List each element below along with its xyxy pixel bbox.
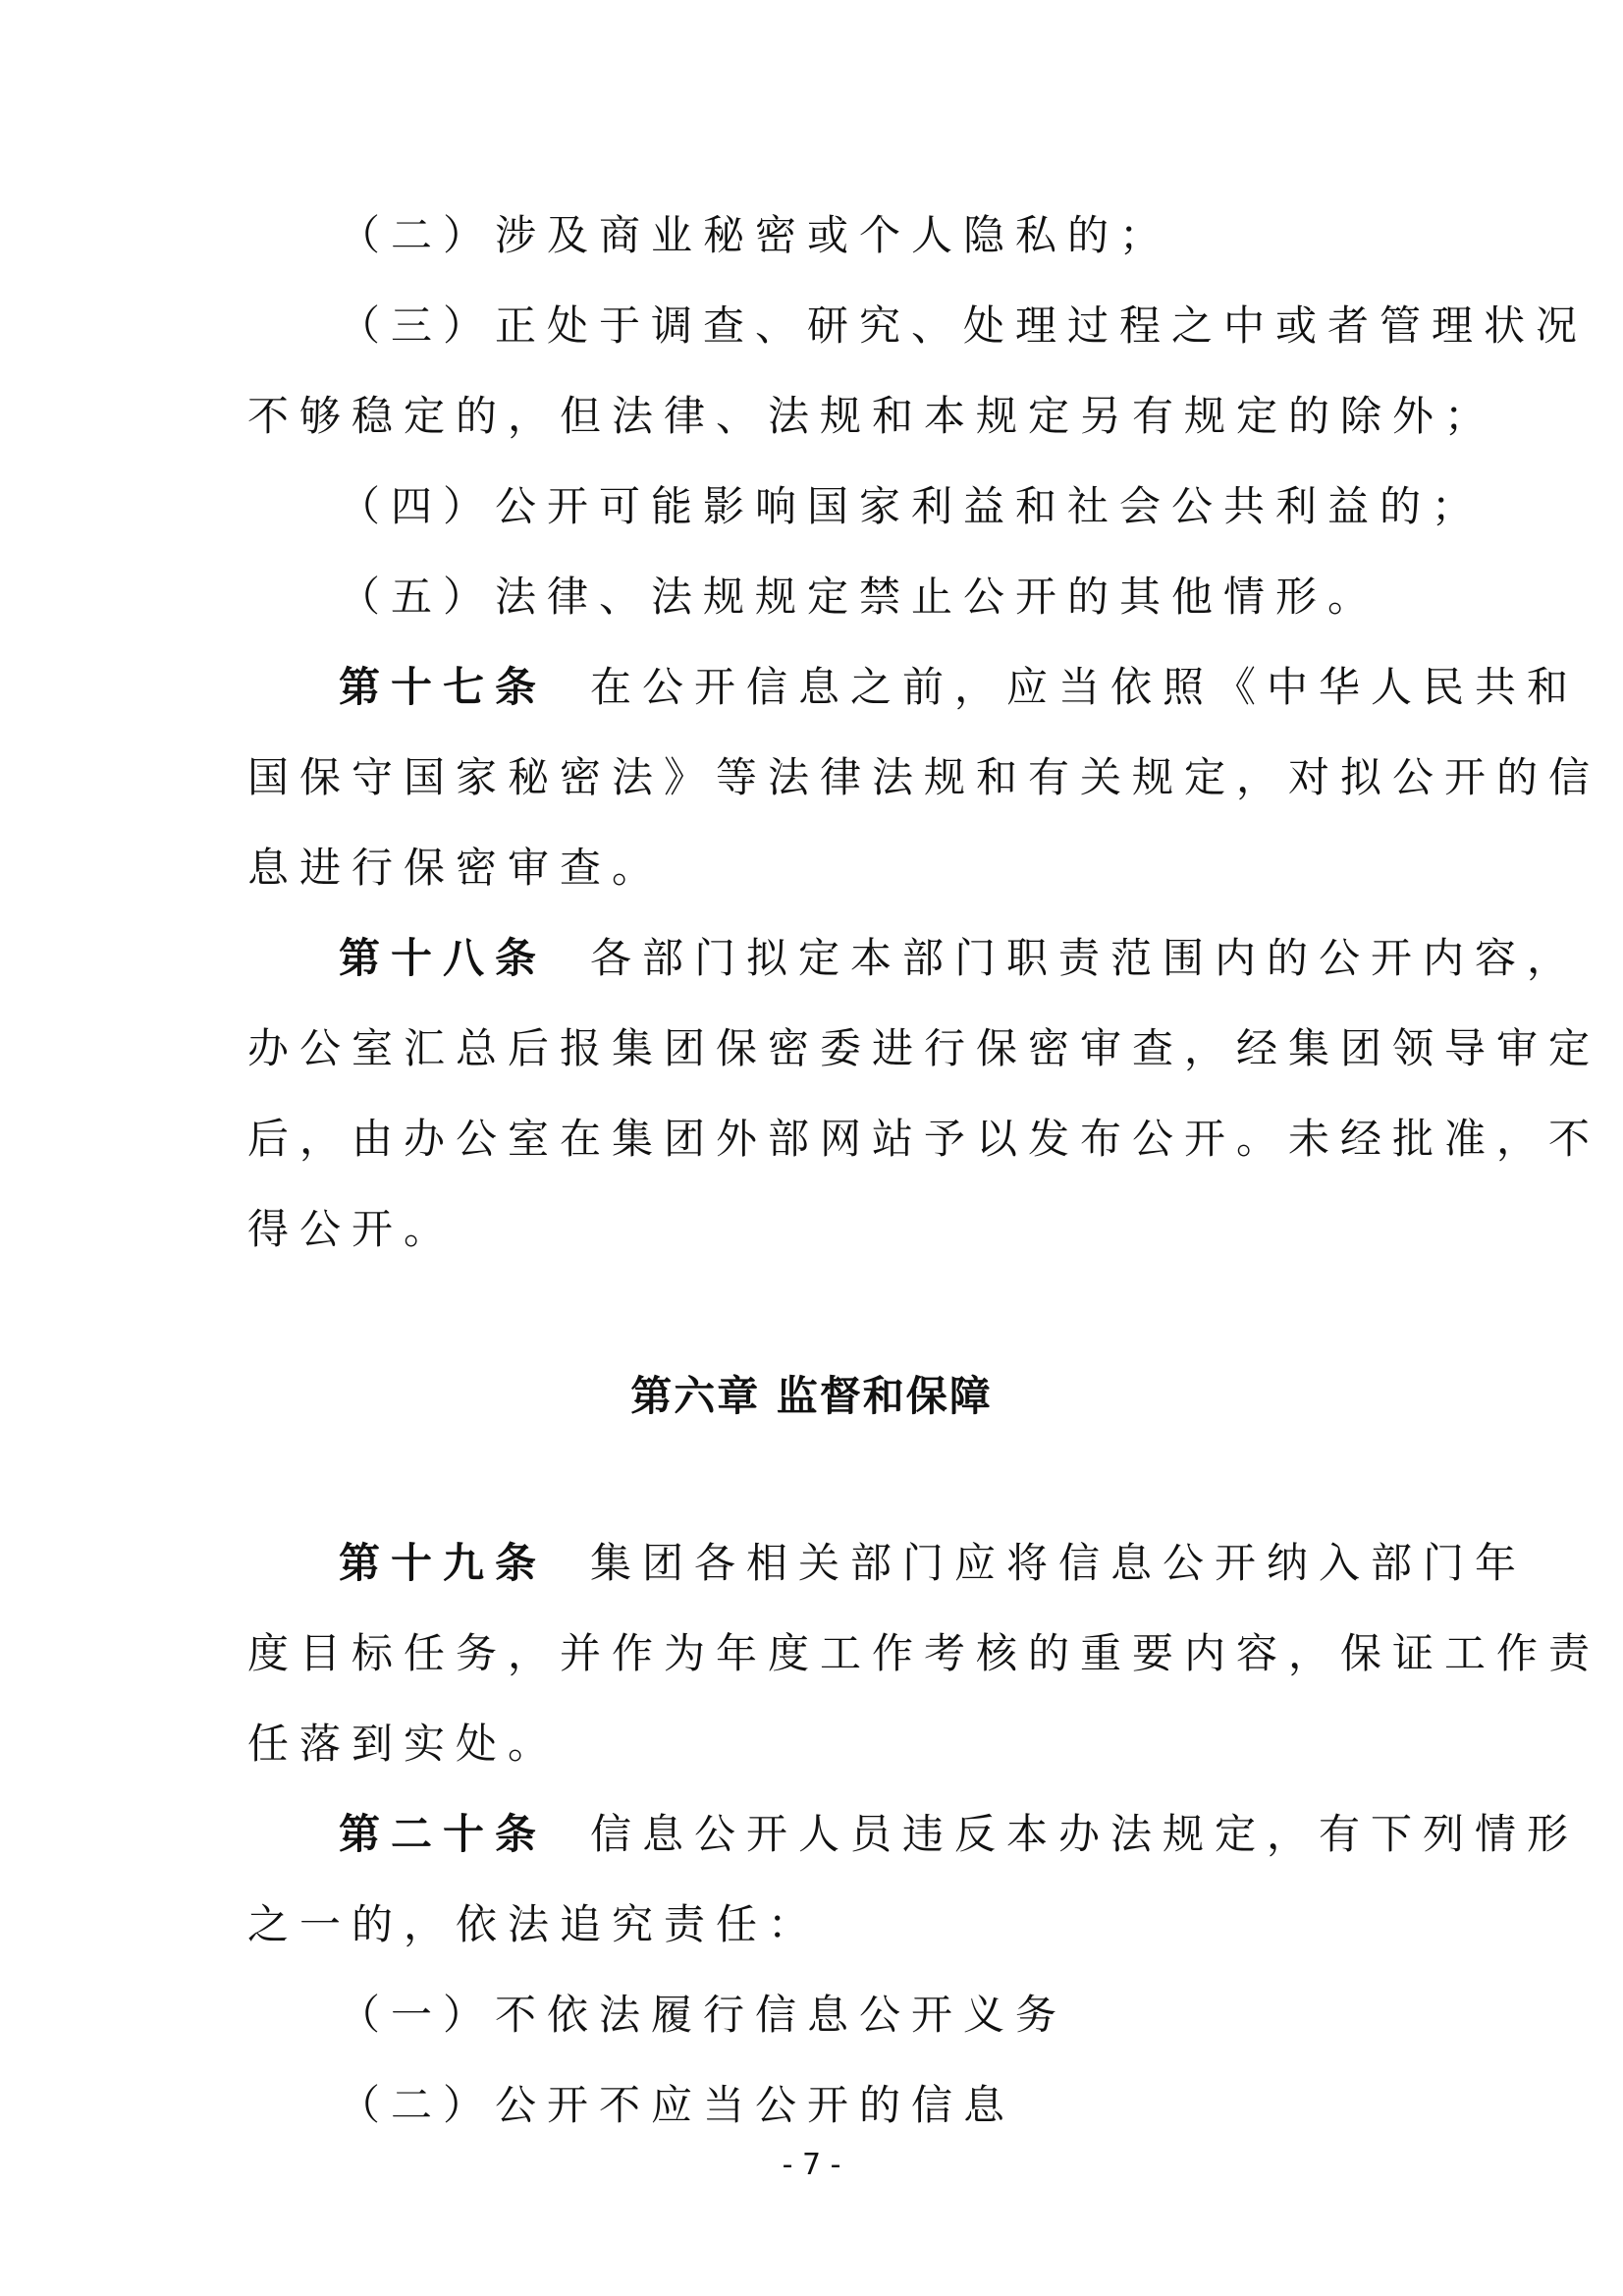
article-17-line2: 国保守国家秘密法》等法律法规和有关规定，对拟公开的信 <box>247 753 1601 801</box>
article-18-line4: 得公开。 <box>247 1205 457 1253</box>
item-four-national-interest: （四）公开可能影响国家利益和社会公共利益的； <box>339 482 1485 530</box>
article-20-text: 信息公开人员违反本办法规定，有下列情形 <box>590 1810 1580 1858</box>
article-17-text: 在公开信息之前，应当依照《中华人民共和 <box>590 663 1580 711</box>
article-18-title: 第十八条 <box>339 934 548 982</box>
article-18-line2: 办公室汇总后报集团保密委进行保密审查，经集团领导审定 <box>247 1024 1601 1072</box>
item-five-prohibited: （五）法律、法规规定禁止公开的其他情形。 <box>339 573 1380 621</box>
article-19-line3: 任落到实处。 <box>247 1720 561 1768</box>
item-three-line1: （三）正处于调查、研究、处理过程之中或者管理状况 <box>339 301 1589 350</box>
article-17-title: 第十七条 <box>339 663 548 711</box>
article-18-text: 各部门拟定本部门职责范围内的公开内容， <box>590 934 1580 982</box>
article-17-line1 <box>339 663 1580 711</box>
article-20-line2: 之一的，依法追究责任： <box>247 1900 821 1948</box>
item-three-line2: 不够稳定的，但法律、法规和本规定另有规定的除外； <box>247 392 1497 440</box>
item-two-disclosure: （二）公开不应当公开的信息 <box>339 2081 1016 2129</box>
article-17-line3: 息进行保密审查。 <box>247 844 665 892</box>
article-19-title: 第十九条 <box>339 1539 548 1587</box>
item-one-duty: （一）不依法履行信息公开义务 <box>339 1991 1068 2039</box>
article-20-line1 <box>339 1810 1580 1858</box>
article-20-title: 第二十条 <box>339 1810 548 1858</box>
chapter-heading: 第六章 监督和保障 <box>630 1372 993 1420</box>
article-19-line1 <box>339 1539 1528 1587</box>
article-18-line1 <box>339 934 1580 982</box>
article-19-line2: 度目标任务，并作为年度工作考核的重要内容，保证工作责 <box>247 1629 1601 1677</box>
article-18-line3: 后，由办公室在集团外部网站予以发布公开。未经批准，不 <box>247 1115 1601 1163</box>
item-two-privacy: （二）涉及商业秘密或个人隐私的； <box>339 211 1172 259</box>
article-19-text: 集团各相关部门应将信息公开纳入部门年 <box>590 1539 1528 1587</box>
page-number: - 7 - <box>782 2148 841 2182</box>
